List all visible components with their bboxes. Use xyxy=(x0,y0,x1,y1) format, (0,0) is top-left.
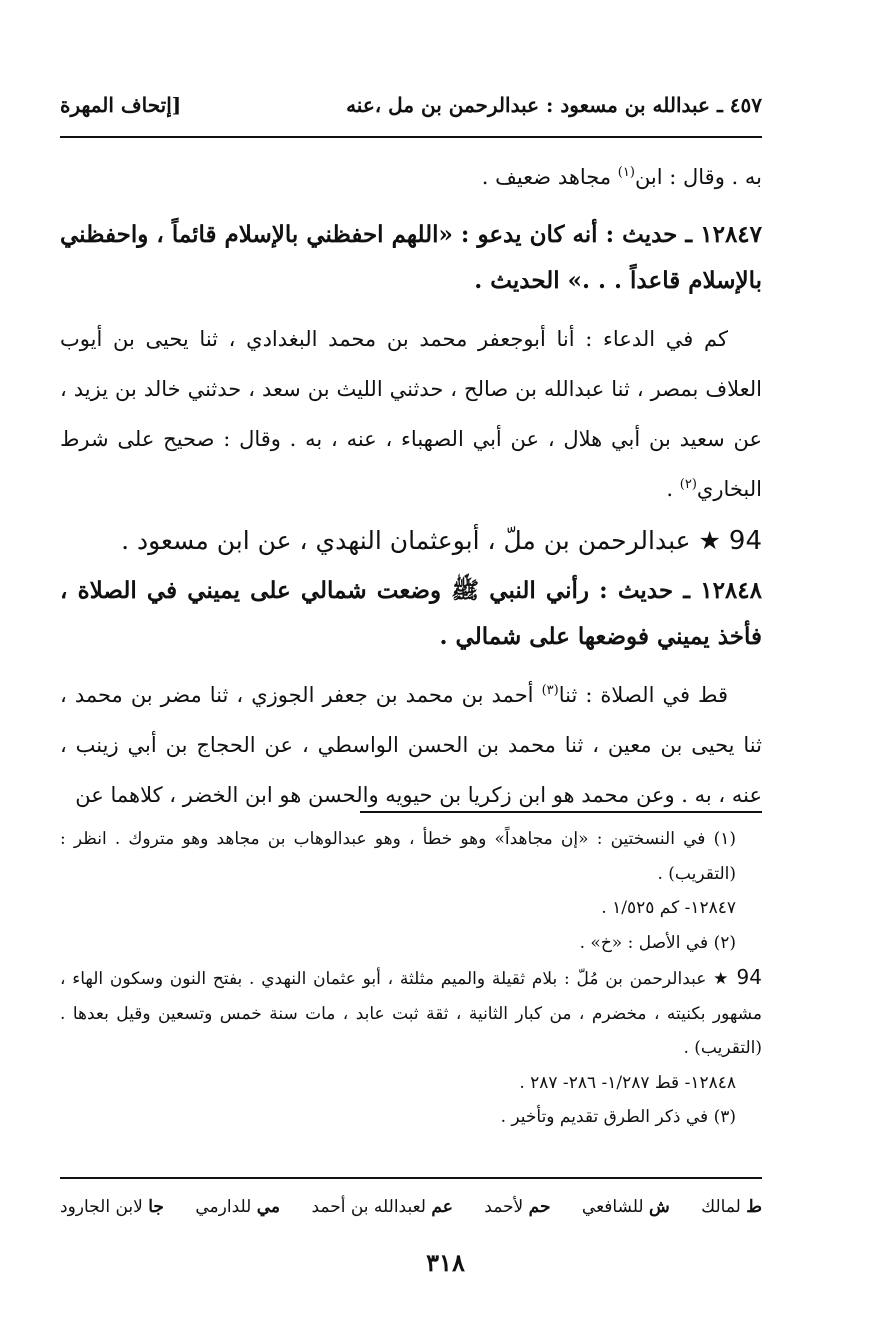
footnote-ref-3: (٣) xyxy=(541,683,559,698)
footnote-ref-1: (١) xyxy=(617,165,635,180)
header-book-title: [إتحاف المهرة xyxy=(60,93,182,117)
hadith-number: ١٢٨٤٨ xyxy=(700,577,762,604)
header-chapter-title: ٤٥٧ ـ عبدالله بن مسعود : عبدالرحمن بن مل ،عنه xyxy=(346,93,762,117)
hadith-text: ـ حديث : أنه كان يدعو : «اللهم احفظني بالإسلام قائماً ، واحفظني بالإسلام قاعداً . . .» الحديث . xyxy=(60,221,762,294)
footnote-1: (١) في النسختين : «إن مجاهداً» وهو خطأ ، وهو عبدالوهاب بن مجاهد وهو متروك . انظر : (التقريب) . xyxy=(60,829,736,884)
running-header xyxy=(60,88,762,122)
hadith-12847 xyxy=(60,212,762,304)
abbr-item: مي للدارمي xyxy=(195,1197,281,1217)
abbreviation-rule xyxy=(60,1177,762,1179)
footnote-ref-2: (٢) xyxy=(679,477,697,492)
narrator-name: عبدالرحمن بن ملّ ، أبوعثمان النهدي ، عن ابن مسعود . xyxy=(121,526,691,555)
hadith-text: ـ حديث : رأني النبي ﷺ وضعت شمالي على يميني في الصلاة ، فأخذ يميني فوضعها على شمالي . xyxy=(60,577,762,650)
abbr-item: ط لمالك xyxy=(701,1197,762,1217)
footnote-2: (٢) في الأصل : «خ» . xyxy=(579,932,736,953)
hadith-12848 xyxy=(60,568,762,660)
isnad-paragraph-1: كم في الدعاء : أنا أبوجعفر محمد بن محمد البغدادي ، ثنا يحيى بن أيوب العلاف بمصر ، ثنا عبدالله بن صالح ، حدثني الليث بن سعد ، حدثني خالد بن يزيد ، عن سعيد بن أبي هلال ، عن أبي الصهباء ، عنه ، به . وقال : صحيح على شرط البخاري$^{(٢)}$ . xyxy=(60,327,762,501)
footnotes xyxy=(60,822,762,1135)
footnote-rule xyxy=(360,811,762,813)
abbreviation-key xyxy=(60,1192,762,1222)
continuation-line: به . وقال : ابن$^{(١)}$ مجاهد ضعيف . xyxy=(481,165,762,189)
abbr-item: جا لابن الجارود xyxy=(60,1197,164,1217)
abbr-item: عم لعبدالله بن أحمد xyxy=(311,1197,453,1217)
abbr-item: ش للشافعي xyxy=(581,1197,670,1217)
main-text xyxy=(60,152,762,820)
page-number: ٣١٨ xyxy=(426,1248,465,1277)
star-icon: ★ xyxy=(713,969,730,989)
hadith-number: ١٢٨٤٧ xyxy=(700,221,763,248)
narrator-number: 94 xyxy=(728,526,762,556)
header-rule xyxy=(60,136,762,138)
narrator-heading xyxy=(60,514,762,568)
star-icon: ★ xyxy=(698,526,721,555)
footnote-source-12848: ١٢٨٤٨- قط ١/٢٨٧- ٢٨٦- ٢٨٧ . xyxy=(519,1072,736,1093)
isnad-paragraph-2: قط في الصلاة : ثنا$^{(٣)}$ أحمد بن محمد بن جعفر الجوزي ، ثنا مضر بن محمد ، ثنا يحيى بن معين ، ثنا محمد بن الحسن الواسطي ، عن الحجاج بن أبي زينب ، عنه ، به . وعن محمد هو ابن زكريا بن حيويه والحسن هو ابن الخضر ، كلاهما عن xyxy=(60,683,762,807)
footnote-narrator: 94 ★ عبدالرحمن بن مُلّ : بلام ثقيلة والميم مثلثة ، أبو عثمان النهدي . بفتح النون وسكون الهاء ، مشهور بكنيته ، مخضرم ، من كبار الثانية ، ثقة ثبت عابد ، مات سنة خمس وتسعين وقيل بعدها . (التقريب) . xyxy=(60,965,762,1058)
narrator-number: 94 xyxy=(736,965,762,989)
footnote-3: (٣) في ذكر الطرق تقديم وتأخير . xyxy=(500,1107,736,1127)
abbr-item: حم لأحمد xyxy=(484,1197,551,1217)
footnote-source-12847: ١٢٨٤٧- كم ١/٥٢٥ . xyxy=(601,898,736,918)
